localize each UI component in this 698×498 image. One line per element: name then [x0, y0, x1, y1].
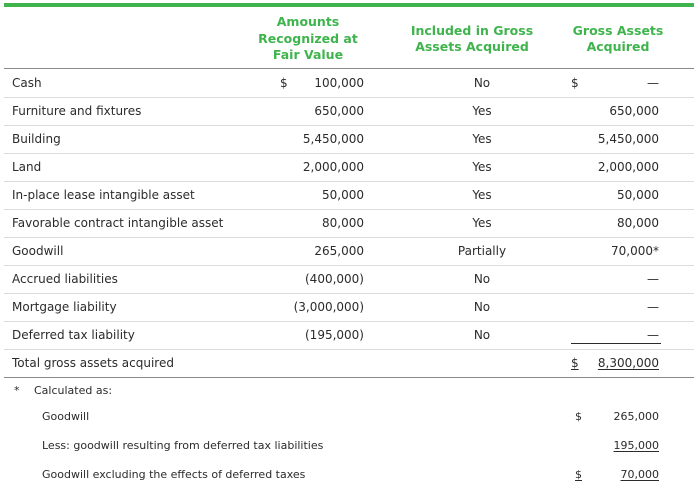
- footnote: [4, 378, 694, 404]
- header-gross-assets: Gross Assets Acquired: [572, 22, 664, 54]
- row-label: Accrued liabilities: [12, 272, 118, 286]
- gross-asset-value: 2,000,000: [597, 160, 659, 174]
- gross-asset-value: 650,000: [609, 104, 659, 118]
- gross-asset-value: —: [647, 76, 659, 90]
- footnote-intro: Calculated as:: [34, 384, 113, 397]
- footnote-line: [4, 404, 694, 430]
- included-status: Yes: [472, 160, 492, 174]
- table-row: [4, 125, 694, 154]
- fair-value-amount: 80,000: [322, 216, 364, 230]
- included-status: Yes: [472, 104, 492, 118]
- gross-dollar-sign: $: [571, 76, 579, 90]
- row-label: Favorable contract intangible asset: [12, 216, 224, 230]
- table-row: [4, 321, 694, 350]
- included-status: No: [473, 272, 491, 286]
- table-row: [4, 69, 694, 98]
- table-row: [4, 181, 694, 210]
- table-row: [4, 209, 694, 238]
- included-status: Yes: [472, 216, 492, 230]
- footnote-line-dollar-sign: $: [575, 410, 582, 423]
- row-label: Building: [12, 132, 61, 146]
- fair-value-amount: (195,000): [305, 328, 364, 342]
- fair-value-amount: 2,000,000: [302, 160, 364, 174]
- footnote-line-amount: 195,000: [613, 439, 659, 452]
- gross-asset-value: 70,000*: [611, 244, 659, 258]
- footnote-line: [4, 433, 694, 459]
- footnote-line-label: Goodwill: [42, 410, 90, 423]
- total-label: Total gross assets acquired: [12, 356, 174, 370]
- header-fair-value: Amounts Recognized at Fair Value: [258, 14, 358, 63]
- row-label: Goodwill: [12, 244, 64, 258]
- included-status: Partially: [457, 244, 507, 258]
- fair-value-amount: 650,000: [314, 104, 364, 118]
- row-label: Furniture and fixtures: [12, 104, 142, 118]
- footnote-line-label: Less: goodwill resulting from deferred tax liabilities: [42, 439, 324, 452]
- total-gross-value: 8,300,000: [597, 356, 659, 370]
- included-status: No: [473, 76, 491, 90]
- header-included: Included in Gross Assets Acquired: [410, 22, 534, 54]
- row-label: Cash: [12, 76, 42, 90]
- table-row: [4, 97, 694, 126]
- gross-asset-value: —: [647, 300, 659, 314]
- included-status: Yes: [472, 132, 492, 146]
- table-row: [4, 293, 694, 322]
- header-accent-bar: [4, 3, 694, 7]
- row-label: Mortgage liability: [12, 300, 117, 314]
- included-status: No: [473, 300, 491, 314]
- amount-dollar-sign: $: [280, 76, 288, 90]
- table-row: [4, 153, 694, 182]
- fair-value-amount: (400,000): [305, 272, 364, 286]
- gross-asset-value: 80,000: [617, 216, 659, 230]
- gross-asset-value: —: [647, 328, 659, 342]
- included-status: No: [473, 328, 491, 342]
- footnote-line-dollar-sign: $: [575, 468, 582, 481]
- footnote-line: [4, 462, 694, 488]
- gross-asset-value: 50,000: [617, 188, 659, 202]
- total-dollar-sign: $: [571, 356, 579, 370]
- table-row: [4, 265, 694, 294]
- row-label: In-place lease intangible asset: [12, 188, 195, 202]
- included-status: Yes: [472, 188, 492, 202]
- row-label: Land: [12, 160, 42, 174]
- footnote-line-label: Goodwill excluding the effects of deferred taxes: [42, 468, 306, 481]
- fair-value-amount: 265,000: [314, 244, 364, 258]
- footnote-line-amount: 70,000: [620, 468, 659, 481]
- gross-asset-value: —: [647, 272, 659, 286]
- row-label: Deferred tax liability: [12, 328, 135, 342]
- fair-value-amount: 100,000: [314, 76, 364, 90]
- subtotal-underline: [571, 343, 661, 344]
- total-row: [4, 349, 694, 378]
- gross-asset-value: 5,450,000: [597, 132, 659, 146]
- fair-value-amount: (3,000,000): [293, 300, 364, 314]
- footnote-line-amount: 265,000: [613, 410, 659, 423]
- fair-value-amount: 5,450,000: [302, 132, 364, 146]
- fair-value-amount: 50,000: [322, 188, 364, 202]
- table-row: [4, 237, 694, 266]
- footnote-marker: *: [14, 384, 20, 397]
